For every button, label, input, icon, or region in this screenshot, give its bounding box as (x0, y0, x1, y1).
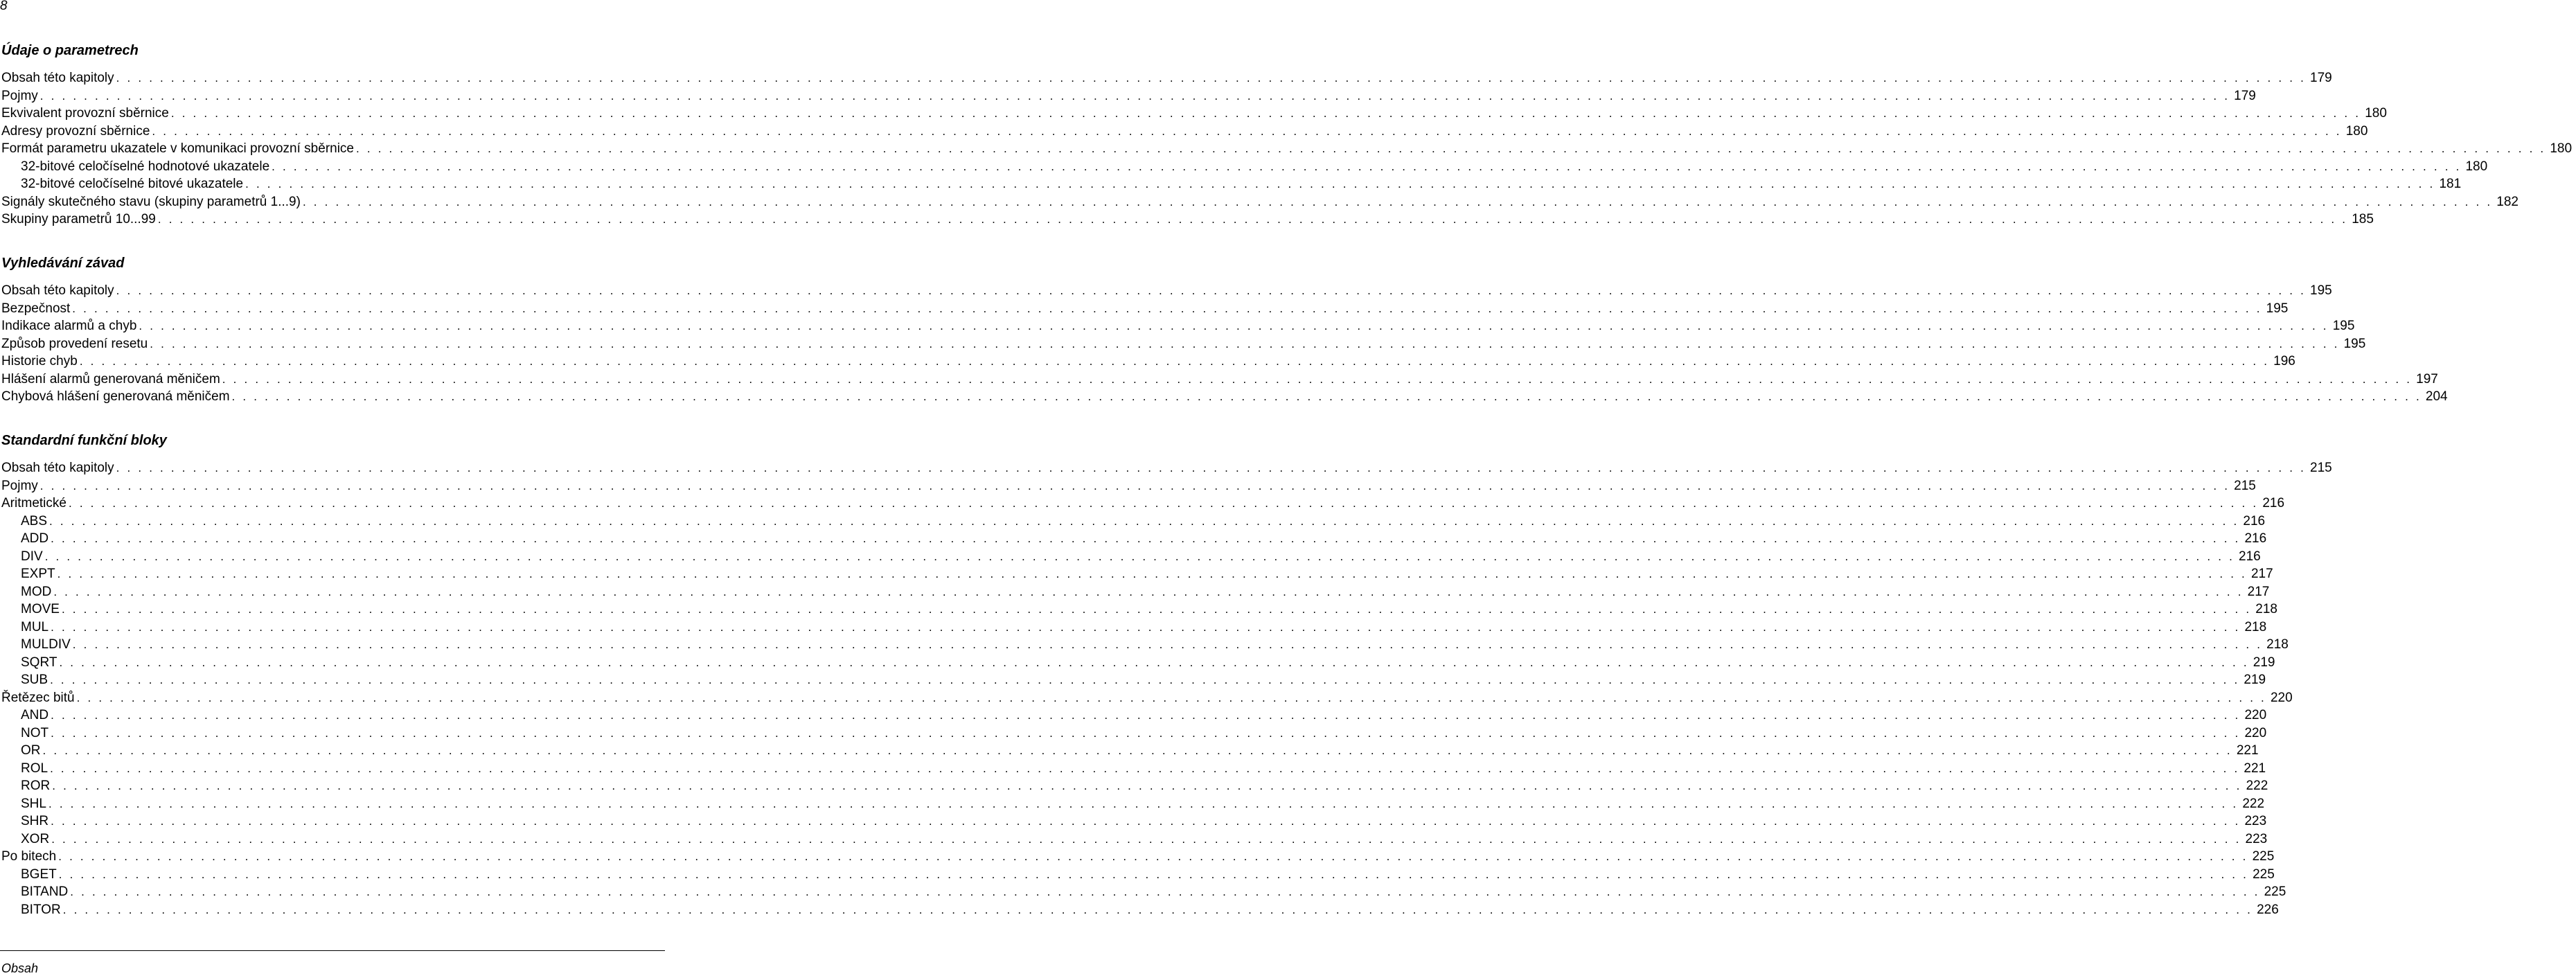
toc-entry[interactable] (0, 706, 2267, 724)
dot-leader: . . . . . . . . . . . . . . . . . . . . . . . . . . . . . . . . . . . . . . . . . . . . . . . . . . . . . . . . . . . . . . . . . . . . . . . . . . . . . . . . . . . . . . . . . . . . . . . . . . . . . . . . . . . . . . . . . . . . . . . . . . . . . . . . . . . . . . . . . . . . . . . . . . . . . . . . . . . . . . . . . . . . . . . . . . . . . . . . . . . . . . . . . . . . . . . . . . . . . . . . (58, 867, 2249, 881)
dot-leader: . . . . . . . . . . . . . . . . . . . . . . . . . . . . . . . . . . . . . . . . . . . . . . . . . . . . . . . . . . . . . . . . . . . . . . . . . . . . . . . . . . . . . . . . . . . . . . . . . . . . . . . . . . . . . . . . . . . . . . . . . . . . . . . . . . . . . . . . . . . . . . . . . . . . . . . . . . . . . . . . . . . . . . . . . . . . . . . . . . . . . . . . . . . . . . . . . . . . . . . . (51, 620, 2241, 634)
toc-entry-page: 225 (2264, 884, 2286, 899)
dot-leader: . . . . . . . . . . . . . . . . . . . . . . . . . . . . . . . . . . . . . . . . . . . . . . . . . . . . . . . . . . . . . . . . . . . . . . . . . . . . . . . . . . . . . . . . . . . . . . . . . . . . . . . . . . . . . . . . . . . . . . . . . . . . . . . . . . . . . . . . . . . . . . . . . . . . . . . . . . . . . . . . . . . . . . . . . . . . . . . . . . . . . . . . . . . . . . . . . . . . . . . . (116, 461, 2306, 474)
toc-entry-page: 226 (2257, 902, 2279, 917)
toc-entry-label: Indikace alarmů a chyb (1, 319, 137, 333)
toc-entry-label: SHR (21, 814, 49, 828)
toc-entry-label: SHL (21, 796, 46, 811)
toc-entry-label: Způsob provedení resetu (1, 336, 148, 351)
toc-entry-page: 223 (2245, 831, 2268, 846)
toc-entries (0, 282, 2448, 406)
toc-entry-label: BITAND (21, 884, 69, 899)
toc-entry-label: Po bitech (1, 849, 57, 864)
toc-entry-label: Aritmetické (1, 496, 66, 510)
toc-entry[interactable] (0, 848, 2275, 866)
toc-entry[interactable] (0, 565, 2273, 583)
toc-entry-label: 32-bitové celočíselné bitové ukazatele (21, 177, 244, 191)
toc-entry-label: BITOR (21, 902, 61, 917)
dot-leader: . . . . . . . . . . . . . . . . . . . . . . . . . . . . . . . . . . . . . . . . . . . . . . . . . . . . . . . . . . . . . . . . . . . . . . . . . . . . . . . . . . . . . . . . . . . . . . . . . . . . . . . . . . . . . . . . . . . . . . . . . . . . . . . . . . . . . . . . . . . . . . . . . . . . . . . . . . . . . . . . . . . . . . . . . . . . . . . . . . . . . . . . . . . . . . . . . . . . . . . . (72, 301, 2262, 315)
toc-entry-label: Obsah této kapitoly (1, 71, 114, 85)
toc-entry-label: MULDIV (21, 637, 71, 652)
footer-divider (0, 950, 665, 951)
dot-leader: . . . . . . . . . . . . . . . . . . . . . . . . . . . . . . . . . . . . . . . . . . . . . . . . . . . . . . . . . . . . . . . . . . . . . . . . . . . . . . . . . . . . . . . . . . . . . . . . . . . . . . . . . . . . . . . . . . . . . . . . . . . . . . . . . . . . . . . . . . . . . . . . . . . . . . . . . . . . . . . . . . . . . . . . . . . . . . . . . . . . . . . . . . . . . . . . . . . . . . . . (51, 532, 2241, 545)
toc-entry-page: 225 (2253, 866, 2275, 882)
toc-entry[interactable] (0, 671, 2266, 689)
dot-leader: . . . . . . . . . . . . . . . . . . . . . . . . . . . . . . . . . . . . . . . . . . . . . . . . . . . . . . . . . . . . . . . . . . . . . . . . . . . . . . . . . . . . . . . . . . . . . . . . . . . . . . . . . . . . . . . . . . . . . . . . . . . . . . . . . . . . . . . . . . . . . . . . . . . . . . . . . . . . . . . . . . . . . . . . . . . . . . . . . . . . . . . . . . . . . . . . . . . . . . . . (68, 497, 2259, 510)
toc-entry-label: Hlášení alarmů generovaná měničem (1, 371, 220, 386)
toc-entry[interactable] (0, 69, 2332, 87)
toc-entry[interactable] (0, 795, 2265, 813)
dot-leader: . . . . . . . . . . . . . . . . . . . . . . . . . . . . . . . . . . . . . . . . . . . . . . . . . . . . . . . . . . . . . . . . . . . . . . . . . . . . . . . . . . . . . . . . . . . . . . . . . . . . . . . . . . . . . . . . . . . . . . . . . . . . . . . . . . . . . . . . . . . . . . . . . . . . . . . . . . . . . . . . . . . . . . . . . . . . . . . . . . . . . . . . . . . . . . . . . . . . . . . . (139, 319, 2329, 332)
dot-leader: . . . . . . . . . . . . . . . . . . . . . . . . . . . . . . . . . . . . . . . . . . . . . . . . . . . . . . . . . . . . . . . . . . . . . . . . . . . . . . . . . . . . . . . . . . . . . . . . . . . . . . . . . . . . . . . . . . . . . . . . . . . . . . . . . . . . . . . . . . . . . . . . . . . . . . . . . . . . . . . . . . . . . . . . . . . . . . . . . . . . . . . . . . . . . . . . . . . . . . . . (50, 761, 2240, 775)
toc-entry-page: 179 (2234, 88, 2256, 103)
toc-entry-label: Skupiny parametrů 10...99 (1, 212, 156, 226)
toc-entry-label: ROL (21, 761, 48, 776)
toc-entry-label: EXPT (21, 567, 55, 581)
toc-entry[interactable] (0, 830, 2268, 848)
toc-entry-page: 215 (2310, 461, 2332, 475)
toc-entry-page: 216 (2239, 549, 2261, 564)
dot-leader: . . . . . . . . . . . . . . . . . . . . . . . . . . . . . . . . . . . . . . . . . . . . . . . . . . . . . . . . . . . . . . . . . . . . . . . . . . . . . . . . . . . . . . . . . . . . . . . . . . . . . . . . . . . . . . . . . . . . . . . . . . . . . . . . . . . . . . . . . . . . . . . . . . . . . . . . . . . . . . . . . . . . . . . . . . . . . . . . . . . . . . . . . . . . . . . . . . . . . . . . (51, 726, 2241, 740)
toc-entry-page: 180 (2345, 123, 2368, 139)
toc-entry[interactable] (0, 513, 2266, 531)
toc-entry[interactable] (0, 777, 2268, 795)
toc-entry[interactable] (0, 353, 2295, 371)
dot-leader: . . . . . . . . . . . . . . . . . . . . . . . . . . . . . . . . . . . . . . . . . . . . . . . . . . . . . . . . . . . . . . . . . . . . . . . . . . . . . . . . . . . . . . . . . . . . . . . . . . . . . . . . . . . . . . . . . . . . . . . . . . . . . . . . . . . . . . . . . . . . . . . . . . . . . . . . . . . . . . . . . . . . . . . . . . . . . . . . . . . . . . . . . . . . . . . . . . . . . . . . (39, 89, 2230, 103)
section-title: Údaje o parametrech (1, 43, 139, 58)
toc-entry-label: Chybová hlášení generovaná měničem (1, 389, 230, 404)
toc-entry-label: 32-bitové celočíselné hodnotové ukazatele (21, 159, 270, 174)
dot-leader: . . . . . . . . . . . . . . . . . . . . . . . . . . . . . . . . . . . . . . . . . . . . . . . . . . . . . . . . . . . . . . . . . . . . . . . . . . . . . . . . . . . . . . . . . . . . . . . . . . . . . . . . . . . . . . . . . . . . . . . . . . . . . . . . . . . . . . . . . . . . . . . . . . . . . . . . . . . . . . . . . . . . . . . . . . . . . . . . . . . . . . . . . . . . . . . . . . . . . . . . (152, 124, 2342, 138)
toc-entry-page: 180 (2365, 106, 2387, 121)
toc-entry-page: 181 (2439, 177, 2462, 191)
toc-entry[interactable] (0, 123, 2368, 141)
toc-entry[interactable] (0, 901, 2279, 919)
toc-entry[interactable] (0, 175, 2462, 193)
toc-entry-page: 179 (2310, 71, 2332, 85)
toc-entry-page: 196 (2273, 354, 2295, 368)
dot-leader: . . . . . . . . . . . . . . . . . . . . . . . . . . . . . . . . . . . . . . . . . . . . . . . . . . . . . . . . . . . . . . . . . . . . . . . . . . . . . . . . . . . . . . . . . . . . . . . . . . . . . . . . . . . . . . . . . . . . . . . . . . . . . . . . . . . . . . . . . . . . . . . . . . . . . . . . . . . . . . . . . . . . . . . . . . . . . . . . . . . . . . . . . . . . . . . . . . . . . . . . (70, 885, 2260, 898)
toc-entry-label: Řetězec bitů (1, 690, 75, 705)
dot-leader: . . . . . . . . . . . . . . . . . . . . . . . . . . . . . . . . . . . . . . . . . . . . . . . . . . . . . . . . . . . . . . . . . . . . . . . . . . . . . . . . . . . . . . . . . . . . . . . . . . . . . . . . . . . . . . . . . . . . . . . . . . . . . . . . . . . . . . . . . . . . . . . . . . . . . . . . . . . . . . . . . . . . . . . . . . . . . . . . . . . . . . . . . . . . . . . . . . . . . . . . (51, 832, 2241, 846)
dot-leader: . . . . . . . . . . . . . . . . . . . . . . . . . . . . . . . . . . . . . . . . . . . . . . . . . . . . . . . . . . . . . . . . . . . . . . . . . . . . . . . . . . . . . . . . . . . . . . . . . . . . . . . . . . . . . . . . . . . . . . . . . . . . . . . . . . . . . . . . . . . . . . . . . . . . . . . . . . . . . . . . . . . . . . . . . . . . . . . . . . . . . . . . . . . . . . . . . . . . . . . . (48, 797, 2239, 810)
toc-entry[interactable] (0, 388, 2448, 406)
toc-entry[interactable] (0, 883, 2286, 901)
toc-entry-label: Pojmy (1, 88, 38, 103)
toc-entry[interactable] (0, 812, 2267, 830)
dot-leader: . . . . . . . . . . . . . . . . . . . . . . . . . . . . . . . . . . . . . . . . . . . . . . . . . . . . . . . . . . . . . . . . . . . . . . . . . . . . . . . . . . . . . . . . . . . . . . . . . . . . . . . . . . . . . . . . . . . . . . . . . . . . . . . . . . . . . . . . . . . . . . . . . . . . . . . . . . . . . . . . . . . . . . . . . . . . . . . . . . . . . . . . . . . . . . . . . . . . . . . . (51, 709, 2241, 722)
toc-entry-page: 216 (2262, 496, 2285, 510)
dot-leader: . . . . . . . . . . . . . . . . . . . . . . . . . . . . . . . . . . . . . . . . . . . . . . . . . . . . . . . . . . . . . . . . . . . . . . . . . . . . . . . . . . . . . . . . . . . . . . . . . . . . . . . . . . . . . . . . . . . . . . . . . . . . . . . . . . . . . . . . . . . . . . . . . . . . . . . . . . . . . . . . . . . . . . . . . . . . . . . . . . . . . . . . . . . . . . . . . . . . . . . . (57, 567, 2247, 580)
toc-entry-page: 217 (2250, 567, 2273, 581)
dot-leader: . . . . . . . . . . . . . . . . . . . . . . . . . . . . . . . . . . . . . . . . . . . . . . . . . . . . . . . . . . . . . . . . . . . . . . . . . . . . . . . . . . . . . . . . . . . . . . . . . . . . . . . . . . . . . . . . . . . . . . . . . . . . . . . . . . . . . . . . . . . . . . . . . . . . . . . . . . . . . . . . . . . . . . . . . . . . . . . . . . . . . . . . . . . . . . . . . . . . . . . . (42, 744, 2232, 757)
toc-entry-page: 220 (2270, 690, 2293, 705)
toc-entry-page: 182 (2496, 194, 2519, 209)
dot-leader: . . . . . . . . . . . . . . . . . . . . . . . . . . . . . . . . . . . . . . . . . . . . . . . . . . . . . . . . . . . . . . . . . . . . . . . . . . . . . . . . . . . . . . . . . . . . . . . . . . . . . . . . . . . . . . . . . . . . . . . . . . . . . . . . . . . . . . . . . . . . . . . . . . . . . . . . . . . . . . . . . . . . . . . . . . . . . . . . . . . . . . . . . . . . . . . . . . . . . . . . (44, 549, 2235, 563)
toc-entry[interactable] (0, 548, 2261, 566)
dot-leader: . . . . . . . . . . . . . . . . . . . . . . . . . . . . . . . . . . . . . . . . . . . . . . . . . . . . . . . . . . . . . . . . . . . . . . . . . . . . . . . . . . . . . . . . . . . . . . . . . . . . . . . . . . . . . . . . . . . . . . . . . . . . . . . . . . . . . . . . . . . . . . . . . . . . . . . . . . . . . . . . . . . . . . . . . . . . . . . . . . . . . . . . . . . . . . . . . . . . . . . . (62, 903, 2253, 916)
toc-entry-page: 195 (2332, 319, 2355, 333)
toc-entry-label: BGET (21, 866, 57, 882)
dot-leader: . . . . . . . . . . . . . . . . . . . . . . . . . . . . . . . . . . . . . . . . . . . . . . . . . . . . . . . . . . . . . . . . . . . . . . . . . . . . . . . . . . . . . . . . . . . . . . . . . . . . . . . . . . . . . . . . . . . . . . . . . . . . . . . . . . . . . . . . . . . . . . . . . . . . . . . . . . . . . . . . . . . . . . . . . . . . . . . . . . . . . . . . . . . . . . . . . . . . . . . . (245, 177, 2435, 190)
dot-leader: . . . . . . . . . . . . . . . . . . . . . . . . . . . . . . . . . . . . . . . . . . . . . . . . . . . . . . . . . . . . . . . . . . . . . . . . . . . . . . . . . . . . . . . . . . . . . . . . . . . . . . . . . . . . . . . . . . . . . . . . . . . . . . . . . . . . . . . . . . . . . . . . . . . . . . . . . . . . . . . . . . . . . . . . . . . . . . . . . . . . . . . . . . . . . . . . . . . . . . . . (222, 372, 2413, 386)
toc-entry[interactable] (0, 619, 2267, 637)
toc-entry-label: MUL (21, 619, 49, 634)
dot-leader: . . . . . . . . . . . . . . . . . . . . . . . . . . . . . . . . . . . . . . . . . . . . . . . . . . . . . . . . . . . . . . . . . . . . . . . . . . . . . . . . . . . . . . . . . . . . . . . . . . . . . . . . . . . . . . . . . . . . . . . . . . . . . . . . . . . . . . . . . . . . . . . . . . . . . . . . . . . . . . . . . . . . . . . . . . . . . . . . . . . . . . . . . . . . . . . . . . . . . . . . (52, 779, 2242, 792)
toc-entry-label: AND (21, 708, 49, 722)
toc-entry[interactable] (0, 742, 2259, 760)
toc-entry-page: 219 (2253, 655, 2275, 670)
dot-leader: . . . . . . . . . . . . . . . . . . . . . . . . . . . . . . . . . . . . . . . . . . . . . . . . . . . . . . . . . . . . . . . . . . . . . . . . . . . . . . . . . . . . . . . . . . . . . . . . . . . . . . . . . . . . . . . . . . . . . . . . . . . . . . . . . . . . . . . . . . . . . . . . . . . . . . . . . . . . . . . . . . . . . . . . . . . . . . . . . . . . . . . . . . . . . . . . . . . . . . . . (76, 691, 2266, 704)
dot-leader: . . . . . . . . . . . . . . . . . . . . . . . . . . . . . . . . . . . . . . . . . . . . . . . . . . . . . . . . . . . . . . . . . . . . . . . . . . . . . . . . . . . . . . . . . . . . . . . . . . . . . . . . . . . . . . . . . . . . . . . . . . . . . . . . . . . . . . . . . . . . . . . . . . . . . . . . . . . . . . . . . . . . . . . . . . . . . . . . . . . . . . . . . . . . . . . . . . . . . . . . (157, 213, 2348, 226)
toc-entry-label: MOD (21, 584, 52, 599)
toc-entry[interactable] (0, 866, 2275, 884)
dot-leader: . . . . . . . . . . . . . . . . . . . . . . . . . . . . . . . . . . . . . . . . . . . . . . . . . . . . . . . . . . . . . . . . . . . . . . . . . . . . . . . . . . . . . . . . . . . . . . . . . . . . . . . . . . . . . . . . . . . . . . . . . . . . . . . . . . . . . . . . . . . . . . . . . . . . . . . . . . . . . . . . . . . . . . . . . . . . . . . . . . . . . . . . . . . . . . . . . . . . . . . . (58, 850, 2248, 863)
toc-entry-page: 204 (2425, 389, 2448, 404)
toc-entry-page: 195 (2343, 336, 2366, 351)
toc-entry-label: NOT (21, 725, 49, 740)
toc-entry[interactable] (0, 654, 2275, 672)
toc-entry[interactable] (0, 495, 2285, 513)
page-number: 8 (0, 0, 8, 13)
toc-entry-page: 185 (2352, 212, 2374, 226)
toc-entry-label: Ekvivalent provozní sběrnice (1, 106, 169, 121)
toc-entry-page: 197 (2416, 371, 2438, 386)
section-title: Vyhledávání závad (1, 256, 125, 271)
toc-entry-label: Obsah této kapitoly (1, 461, 114, 475)
toc-entry[interactable] (0, 459, 2332, 477)
toc-entry[interactable] (0, 193, 2519, 211)
toc-entry-label: Adresy provozní sběrnice (1, 123, 150, 139)
toc-entry-label: Formát parametru ukazatele v komunikaci provozní sběrnice (1, 141, 355, 156)
toc-entry[interactable] (0, 636, 2289, 654)
toc-entries (0, 459, 2332, 918)
toc-entry-page: 222 (2242, 796, 2265, 811)
toc-entry[interactable] (0, 300, 2289, 318)
toc-entry[interactable] (0, 583, 2270, 601)
toc-entry[interactable] (0, 371, 2438, 389)
toc-entry[interactable] (0, 87, 2256, 105)
dot-leader: . . . . . . . . . . . . . . . . . . . . . . . . . . . . . . . . . . . . . . . . . . . . . . . . . . . . . . . . . . . . . . . . . . . . . . . . . . . . . . . . . . . . . . . . . . . . . . . . . . . . . . . . . . . . . . . . . . . . . . . . . . . . . . . . . . . . . . . . . . . . . . . . . . . . . . . . . . . . . . . . . . . . . . . . . . . . . . . . . . . . . . . . . . . . . . . . . . . . . . . . (50, 673, 2240, 686)
toc-entry[interactable] (0, 724, 2267, 743)
toc-entry-page: 219 (2244, 673, 2266, 687)
toc-entry-page: 216 (2243, 513, 2266, 528)
dot-leader: . . . . . . . . . . . . . . . . . . . . . . . . . . . . . . . . . . . . . . . . . . . . . . . . . . . . . . . . . . . . . . . . . . . . . . . . . . . . . . . . . . . . . . . . . . . . . . . . . . . . . . . . . . . . . . . . . . . . . . . . . . . . . . . . . . . . . . . . . . . . . . . . . . . . . . . . . . . . . . . . . . . . . . . . . . . . . . . . . . . . . . . . . . . . . . . . . . . . . . . . (59, 655, 2249, 669)
toc-entry[interactable] (0, 317, 2355, 335)
dot-leader: . . . . . . . . . . . . . . . . . . . . . . . . . . . . . . . . . . . . . . . . . . . . . . . . . . . . . . . . . . . . . . . . . . . . . . . . . . . . . . . . . . . . . . . . . . . . . . . . . . . . . . . . . . . . . . . . . . . . . . . . . . . . . . . . . . . . . . . . . . . . . . . . . . . . . . . . . . . . . . . . . . . . . . . . . . . . . . . . . . . . . . . . . . . . . . . . . . . . . . . . (79, 355, 2270, 368)
toc-entry-page: 221 (2244, 761, 2266, 776)
dot-leader: . . . . . . . . . . . . . . . . . . . . . . . . . . . . . . . . . . . . . . . . . . . . . . . . . . . . . . . . . . . . . . . . . . . . . . . . . . . . . . . . . . . . . . . . . . . . . . . . . . . . . . . . . . . . . . . . . . . . . . . . . . . . . . . . . . . . . . . . . . . . . . . . . . . . . . . . . . . . . . . . . . . . . . . . . . . . . . . . . . . . . . . . . . . . . . . . . . . . . . . . (72, 638, 2263, 651)
section-title: Standardní funkční bloky (1, 433, 167, 448)
dot-leader: . . . . . . . . . . . . . . . . . . . . . . . . . . . . . . . . . . . . . . . . . . . . . . . . . . . . . . . . . . . . . . . . . . . . . . . . . . . . . . . . . . . . . . . . . . . . . . . . . . . . . . . . . . . . . . . . . . . . . . . . . . . . . . . . . . . . . . . . . . . . . . . . . . . . . . . . . . . . . . . . . . . . . . . . . . . . . . . . . . . . . . . . . . . . . . . . . . . . . . . . (302, 195, 2493, 208)
toc-entry-label: Pojmy (1, 478, 38, 493)
toc-entry[interactable] (0, 282, 2332, 300)
toc-entry-label: XOR (21, 831, 50, 846)
toc-entry[interactable] (0, 477, 2256, 495)
toc-entry[interactable] (0, 211, 2374, 229)
dot-leader: . . . . . . . . . . . . . . . . . . . . . . . . . . . . . . . . . . . . . . . . . . . . . . . . . . . . . . . . . . . . . . . . . . . . . . . . . . . . . . . . . . . . . . . . . . . . . . . . . . . . . . . . . . . . . . . . . . . . . . . . . . . . . . . . . . . . . . . . . . . . . . . . . . . . . . . . . . . . . . . . . . . . . . . . . . . . . . . . . . . . . . . . . . . . . . . . . . . . . . . . (272, 159, 2462, 173)
toc-entry-label: Signály skutečného stavu (skupiny parametrů 1...9) (1, 194, 301, 209)
toc-entry-label: Bezpečnost (1, 301, 71, 316)
toc-entry-label: ABS (21, 513, 48, 528)
toc-entry-page: 225 (2252, 849, 2275, 864)
toc-entry[interactable] (0, 530, 2267, 548)
toc-entry-page: 222 (2246, 779, 2268, 793)
toc-entry-page: 218 (2266, 637, 2289, 652)
dot-leader: . . . . . . . . . . . . . . . . . . . . . . . . . . . . . . . . . . . . . . . . . . . . . . . . . . . . . . . . . . . . . . . . . . . . . . . . . . . . . . . . . . . . . . . . . . . . . . . . . . . . . . . . . . . . . . . . . . . . . . . . . . . . . . . . . . . . . . . . . . . . . . . . . . . . . . . . . . . . . . . . . . . . . . . . . . . . . . . . . . . . . . . . . . . . . . . . . . . . . . . . (356, 142, 2546, 155)
toc-entry-label: SUB (21, 673, 48, 687)
toc-entry-page: 218 (2255, 602, 2277, 616)
dot-leader: . . . . . . . . . . . . . . . . . . . . . . . . . . . . . . . . . . . . . . . . . . . . . . . . . . . . . . . . . . . . . . . . . . . . . . . . . . . . . . . . . . . . . . . . . . . . . . . . . . . . . . . . . . . . . . . . . . . . . . . . . . . . . . . . . . . . . . . . . . . . . . . . . . . . . . . . . . . . . . . . . . . . . . . . . . . . . . . . . . . . . . . . . . . . . . . . . . . . . . . . (231, 390, 2422, 403)
toc-entry-label: MOVE (21, 602, 60, 616)
dot-leader: . . . . . . . . . . . . . . . . . . . . . . . . . . . . . . . . . . . . . . . . . . . . . . . . . . . . . . . . . . . . . . . . . . . . . . . . . . . . . . . . . . . . . . . . . . . . . . . . . . . . . . . . . . . . . . . . . . . . . . . . . . . . . . . . . . . . . . . . . . . . . . . . . . . . . . . . . . . . . . . . . . . . . . . . . . . . . . . . . . . . . . . . . . . . . . . . . . . . . . . . (39, 479, 2230, 492)
dot-leader: . . . . . . . . . . . . . . . . . . . . . . . . . . . . . . . . . . . . . . . . . . . . . . . . . . . . . . . . . . . . . . . . . . . . . . . . . . . . . . . . . . . . . . . . . . . . . . . . . . . . . . . . . . . . . . . . . . . . . . . . . . . . . . . . . . . . . . . . . . . . . . . . . . . . . . . . . . . . . . . . . . . . . . . . . . . . . . . . . . . . . . . . . . . . . . . . . . . . . . . . (116, 71, 2306, 85)
toc-entry-label: ADD (21, 531, 49, 546)
dot-leader: . . . . . . . . . . . . . . . . . . . . . . . . . . . . . . . . . . . . . . . . . . . . . . . . . . . . . . . . . . . . . . . . . . . . . . . . . . . . . . . . . . . . . . . . . . . . . . . . . . . . . . . . . . . . . . . . . . . . . . . . . . . . . . . . . . . . . . . . . . . . . . . . . . . . . . . . . . . . . . . . . . . . . . . . . . . . . . . . . . . . . . . . . . . . . . . . . . . . . . . . (150, 337, 2340, 350)
toc-entry-page: 223 (2244, 814, 2267, 828)
toc-entry[interactable] (0, 140, 2573, 158)
toc-entry-label: Obsah této kapitoly (1, 283, 114, 298)
toc-entry-page: 220 (2244, 725, 2267, 740)
toc-entry-label: Historie chyb (1, 354, 78, 368)
toc-entry-page: 217 (2247, 584, 2270, 599)
toc-entry[interactable] (0, 689, 2293, 707)
toc-entry-page: 216 (2244, 531, 2267, 546)
dot-leader: . . . . . . . . . . . . . . . . . . . . . . . . . . . . . . . . . . . . . . . . . . . . . . . . . . . . . . . . . . . . . . . . . . . . . . . . . . . . . . . . . . . . . . . . . . . . . . . . . . . . . . . . . . . . . . . . . . . . . . . . . . . . . . . . . . . . . . . . . . . . . . . . . . . . . . . . . . . . . . . . . . . . . . . . . . . . . . . . . . . . . . . . . . . . . . . . . . . . . . . . (116, 284, 2306, 297)
toc-entry-page: 180 (2465, 159, 2488, 174)
dot-leader: . . . . . . . . . . . . . . . . . . . . . . . . . . . . . . . . . . . . . . . . . . . . . . . . . . . . . . . . . . . . . . . . . . . . . . . . . . . . . . . . . . . . . . . . . . . . . . . . . . . . . . . . . . . . . . . . . . . . . . . . . . . . . . . . . . . . . . . . . . . . . . . . . . . . . . . . . . . . . . . . . . . . . . . . . . . . . . . . . . . . . . . . . . . . . . . . . . . . . . . . (170, 107, 2361, 120)
toc-entry-page: 195 (2266, 301, 2289, 316)
toc-entry-page: 220 (2244, 708, 2267, 722)
dot-leader: . . . . . . . . . . . . . . . . . . . . . . . . . . . . . . . . . . . . . . . . . . . . . . . . . . . . . . . . . . . . . . . . . . . . . . . . . . . . . . . . . . . . . . . . . . . . . . . . . . . . . . . . . . . . . . . . . . . . . . . . . . . . . . . . . . . . . . . . . . . . . . . . . . . . . . . . . . . . . . . . . . . . . . . . . . . . . . . . . . . . . . . . . . . . . . . . . . . . . . . . (51, 815, 2241, 828)
toc-entry-page: 195 (2310, 283, 2332, 298)
toc-entry-page: 218 (2244, 619, 2267, 634)
dot-leader: . . . . . . . . . . . . . . . . . . . . . . . . . . . . . . . . . . . . . . . . . . . . . . . . . . . . . . . . . . . . . . . . . . . . . . . . . . . . . . . . . . . . . . . . . . . . . . . . . . . . . . . . . . . . . . . . . . . . . . . . . . . . . . . . . . . . . . . . . . . . . . . . . . . . . . . . . . . . . . . . . . . . . . . . . . . . . . . . . . . . . . . . . . . . . . . . . . . . . . . . (53, 585, 2244, 598)
toc-entry-page: 180 (2550, 141, 2573, 156)
toc-entry-label: ROR (21, 779, 51, 793)
toc-entry[interactable] (0, 760, 2266, 778)
toc-entries (0, 69, 2573, 229)
toc-entry-label: DIV (21, 549, 43, 564)
dot-leader: . . . . . . . . . . . . . . . . . . . . . . . . . . . . . . . . . . . . . . . . . . . . . . . . . . . . . . . . . . . . . . . . . . . . . . . . . . . . . . . . . . . . . . . . . . . . . . . . . . . . . . . . . . . . . . . . . . . . . . . . . . . . . . . . . . . . . . . . . . . . . . . . . . . . . . . . . . . . . . . . . . . . . . . . . . . . . . . . . . . . . . . . . . . . . . . . . . . . . . . . (49, 514, 2239, 528)
toc-entry-label: OR (21, 743, 41, 758)
toc-entry[interactable] (0, 335, 2366, 353)
toc-entry[interactable] (0, 105, 2387, 123)
toc-entry-page: 215 (2234, 478, 2256, 493)
toc-entry[interactable] (0, 158, 2488, 176)
toc-entry-page: 221 (2236, 743, 2259, 758)
footer-label: Obsah (1, 961, 39, 975)
dot-leader: . . . . . . . . . . . . . . . . . . . . . . . . . . . . . . . . . . . . . . . . . . . . . . . . . . . . . . . . . . . . . . . . . . . . . . . . . . . . . . . . . . . . . . . . . . . . . . . . . . . . . . . . . . . . . . . . . . . . . . . . . . . . . . . . . . . . . . . . . . . . . . . . . . . . . . . . . . . . . . . . . . . . . . . . . . . . . . . . . . . . . . . . . . . . . . . . . . . . . . . . (61, 603, 2252, 616)
toc-entry[interactable] (0, 601, 2277, 619)
toc-entry-label: SQRT (21, 655, 57, 670)
